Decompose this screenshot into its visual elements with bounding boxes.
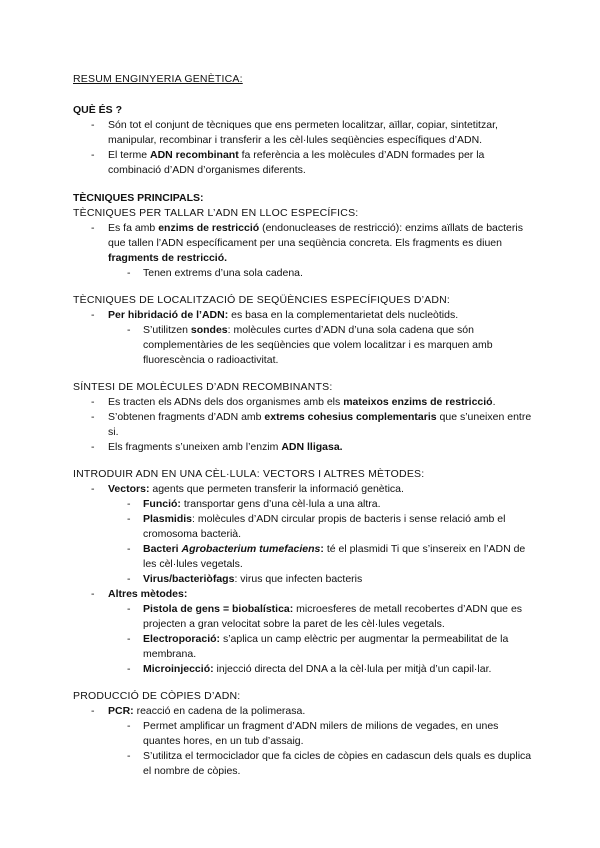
list-subitem: [73, 602, 533, 632]
list-subitem: [73, 662, 533, 677]
item-bold: :: [320, 543, 324, 555]
section-sintesi: [73, 380, 533, 455]
item-text: Es fa amb: [108, 222, 159, 234]
list-item: [73, 221, 533, 266]
bullet-dash: -: [127, 573, 131, 585]
item-bold: PCR:: [108, 705, 134, 717]
subsection-heading: SÍNTESI DE MOLÈCULES D’ADN RECOMBINANTS:: [73, 381, 333, 393]
list-subitem: [73, 719, 533, 749]
item-text: es basa en la complementarietat dels nucleòtids.: [228, 309, 459, 321]
item-text: : molècules d’ADN circular propis de bacteris i sense relació amb el cromosoma bacterià.: [143, 513, 506, 540]
list-subitem: [73, 749, 533, 779]
subsection-heading: TÈCNIQUES PER TALLAR L’ADN EN LLOC ESPECÍFICS:: [73, 207, 359, 219]
bullet-dash: -: [127, 324, 131, 336]
list-subitem: [73, 512, 533, 542]
bullet-list: [73, 482, 533, 677]
item-text: s’aplica un camp elèctric per augmentar la permeabilitat de la membrana.: [143, 633, 509, 660]
subsection-heading: PRODUCCIÓ DE CÒPIES D’ADN:: [73, 690, 241, 702]
item-text: El terme: [108, 149, 151, 161]
bullet-list: [73, 221, 533, 281]
item-bold: mateixos enzims de restricció: [343, 396, 493, 408]
item-text: Són tot el conjunt de tècniques que ens permeten localitzar, aïllar, copiar, sintetitzar, manipular, recombinar i transferir a les cèl·lules seqüències específiques d’ADN.: [108, 119, 498, 146]
item-text: Els fragments s’uneixen amb l’enzim: [108, 441, 282, 453]
item-bold: Per hibridació de l’ADN:: [108, 309, 229, 321]
bullet-dash: -: [127, 633, 131, 645]
section-que-es: [73, 103, 533, 178]
list-item: [73, 395, 533, 410]
document-title: RESUM ENGINYERIA GENÈTICA:: [73, 73, 243, 85]
list-item: [73, 587, 533, 602]
list-subitem: [73, 572, 533, 587]
item-bold: Pistola de gens = biobalística:: [143, 603, 294, 615]
list-subitem: [73, 542, 533, 572]
section-tecniques: [73, 191, 533, 281]
item-bold: Plasmidis: [143, 513, 193, 525]
list-item: [73, 118, 533, 148]
item-bold: Bacteri: [143, 543, 182, 555]
subsection-heading: TÈCNIQUES DE LOCALITZACIÓ DE SEQÜÈNCIES ESPECÍFIQUES D’ADN:: [73, 294, 451, 306]
item-text: microesferes de metall recobertes d’ADN que es projecten a gran velocitat sobre la paret de les cèl·lules vegetals.: [143, 603, 523, 630]
item-text: Tenen extrems d’una sola cadena.: [143, 267, 303, 279]
list-item: [73, 148, 533, 178]
item-text: .: [492, 396, 496, 408]
item-bold: Microinjecció:: [143, 663, 214, 675]
list-item: [73, 410, 533, 440]
item-text: S’obtenen fragments d’ADN amb: [108, 411, 265, 423]
item-bold: Altres mètodes:: [108, 588, 188, 600]
item-text: injecció directa del DNA a la cèl·lula per mitjà d’un capil·lar.: [213, 663, 492, 675]
item-bold: Electroporació:: [143, 633, 221, 645]
bullet-dash: -: [91, 222, 95, 234]
section-localitzacio: [73, 293, 533, 368]
bullet-dash: -: [91, 396, 95, 408]
bullet-dash: -: [127, 513, 131, 525]
list-item: [73, 308, 533, 323]
item-bold: extrems cohesius complementaris: [264, 411, 437, 423]
bullet-dash: -: [127, 498, 131, 510]
bullet-list: [73, 395, 533, 455]
list-subitem: [73, 323, 533, 368]
item-bold: Virus/bacteriòfags: [143, 573, 235, 585]
item-bold: enzims de restricció: [158, 222, 260, 234]
item-text: : molècules curtes d’ADN d’una sola cadena que són complementàries de les seqüències que volem localitzar i es marquen amb fluorescència o radioactivitat.: [143, 324, 493, 366]
bullet-dash: -: [91, 588, 95, 600]
item-text: transportar gens d’una cèl·lula a una altra.: [180, 498, 381, 510]
item-text: té el plasmidi Ti que s’insereix en l’ADN de les cèl·lules vegetals.: [143, 543, 526, 570]
bullet-list: [73, 118, 533, 178]
list-item: [73, 482, 533, 497]
list-subitem: [73, 632, 533, 662]
bullet-dash: -: [91, 149, 95, 161]
bullet-dash: -: [127, 543, 131, 555]
list-item: [73, 440, 533, 455]
item-text: que s’uneixen entre si.: [108, 411, 532, 438]
subsection-heading: INTRODUIR ADN EN UNA CÈL·LULA: VECTORS I ALTRES MÈTODES:: [73, 468, 425, 480]
item-text: fa referència a les molècules d’ADN formades per la combinació d’ADN d’organismes diferents.: [108, 149, 485, 176]
item-bold: ADN lligasa.: [281, 441, 343, 453]
section-heading: QUÈ ÉS ?: [73, 104, 123, 116]
section-introduir: [73, 467, 533, 677]
item-bold: Funció:: [143, 498, 181, 510]
bullet-dash: -: [91, 119, 95, 131]
item-text: agents que permeten transferir la informació genètica.: [149, 483, 404, 495]
item-text: reacció en cadena de la polimerasa.: [133, 705, 306, 717]
section-heading: TÈCNIQUES PRINCIPALS:: [73, 192, 204, 204]
bullet-list: [73, 704, 533, 779]
item-bold: Vectors:: [108, 483, 150, 495]
bullet-dash: -: [127, 603, 131, 615]
item-text: Es tracten els ADNs dels dos organismes amb els: [108, 396, 344, 408]
bullet-dash: -: [127, 267, 131, 279]
item-text: S’utilitza el termociclador que fa cicles de còpies en cadascun dels quals es duplica el nombre de còpies.: [143, 750, 532, 777]
item-text: S’utilitzen: [143, 324, 191, 336]
list-item: [73, 704, 533, 719]
item-text: Permet amplificar un fragment d’ADN milers de milions de vegades, en unes quantes hores, en un tub d’assaig.: [143, 720, 499, 747]
bullet-dash: -: [91, 411, 95, 423]
bullet-dash: -: [91, 441, 95, 453]
bullet-dash: -: [91, 705, 95, 717]
item-bold: ADN recombinant: [150, 149, 239, 161]
list-subitem: [73, 497, 533, 512]
item-bold: fragments de restricció.: [108, 252, 228, 264]
item-bold: sondes: [190, 324, 228, 336]
bullet-dash: -: [127, 663, 131, 675]
bullet-list: [73, 308, 533, 368]
bullet-dash: -: [91, 309, 95, 321]
item-text: : virus que infecten bacteris: [234, 573, 363, 585]
item-text: (endonucleases de restricció): enzims aïllats de bacteris que tallen l’ADN específicament per una seqüència concreta. Els fragments es diuen: [108, 222, 523, 249]
item-bold-italic: Agrobacterium tumefaciens: [181, 543, 321, 555]
list-subitem: [73, 266, 533, 281]
section-produccio: [73, 689, 533, 779]
bullet-dash: -: [127, 720, 131, 732]
bullet-dash: -: [91, 483, 95, 495]
bullet-dash: -: [127, 750, 131, 762]
